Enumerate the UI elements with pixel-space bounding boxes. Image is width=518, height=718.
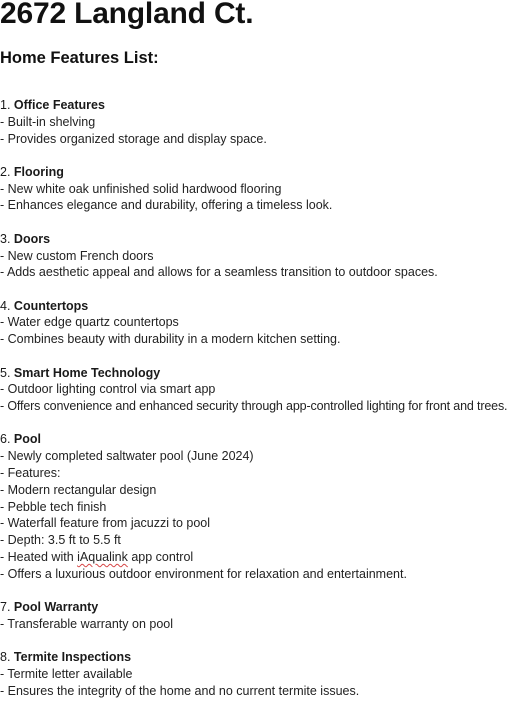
section-title: Pool Warranty — [13, 600, 99, 615]
section-title: Countertops — [13, 298, 89, 313]
feature-line: - Adds aesthetic appeal and allows for a seamless transition to outdoor spaces. — [0, 265, 438, 280]
feature-section-countertops — [0, 298, 518, 348]
section-heading — [0, 649, 518, 666]
section-lines — [0, 616, 518, 633]
feature-line: - New white oak unfinished solid hardwood flooring — [0, 181, 282, 196]
feature-line-suffix: app control — [127, 550, 194, 565]
section-title: Smart Home Technology — [13, 365, 161, 380]
page-subtitle: Home Features List: — [0, 49, 159, 67]
feature-section-pool-warranty — [0, 599, 518, 633]
feature-section-termite — [0, 649, 518, 699]
section-number: 2. — [0, 164, 11, 179]
section-lines — [0, 666, 518, 700]
feature-section-pool — [0, 431, 518, 582]
feature-line: - Offers convenience and enhanced security through app-controlled lighting for front and trees. — [0, 399, 508, 414]
features-list — [0, 97, 518, 716]
section-number: 7. — [0, 600, 11, 615]
section-heading — [0, 97, 518, 114]
spellcheck-word: iAqualink — [77, 550, 128, 565]
section-lines — [0, 181, 518, 215]
feature-line: - Water edge quartz countertops — [0, 315, 179, 330]
section-heading — [0, 365, 518, 382]
section-heading — [0, 298, 518, 315]
section-number: 6. — [0, 432, 11, 447]
section-heading — [0, 431, 518, 448]
feature-line: - Features: — [0, 466, 61, 481]
feature-line: - Depth: 3.5 ft to 5.5 ft — [0, 533, 121, 548]
section-lines — [0, 114, 518, 148]
feature-line: - Built-in shelving — [0, 114, 96, 129]
page-title: 2672 Langland Ct. — [0, 0, 254, 30]
section-number: 3. — [0, 231, 11, 246]
section-lines — [0, 248, 518, 282]
feature-line: - Waterfall feature from jacuzzi to pool — [0, 516, 211, 531]
feature-line-prefix: - Heated with — [0, 550, 78, 565]
feature-line: - Transferable warranty on pool — [0, 616, 174, 631]
section-number: 4. — [0, 298, 11, 313]
feature-line: - Combines beauty with durability in a modern kitchen setting. — [0, 332, 341, 347]
feature-section-doors — [0, 231, 518, 281]
feature-line: - Newly completed saltwater pool (June 2024) — [0, 449, 254, 464]
section-lines — [0, 448, 518, 582]
feature-line: - Provides organized storage and display space. — [0, 131, 267, 146]
feature-line — [0, 549, 518, 566]
section-title: Doors — [13, 231, 51, 246]
feature-line: - Offers a luxurious outdoor environment for relaxation and entertainment. — [0, 566, 407, 581]
feature-line: - Outdoor lighting control via smart app — [0, 382, 216, 397]
feature-section-office — [0, 97, 518, 147]
section-number: 5. — [0, 365, 11, 380]
section-title: Termite Inspections — [13, 650, 132, 665]
section-heading — [0, 164, 518, 181]
section-number: 1. — [0, 98, 11, 112]
feature-line: - Termite letter available — [0, 667, 133, 682]
feature-line: - Pebble tech finish — [0, 499, 107, 514]
section-heading — [0, 599, 518, 616]
section-lines — [0, 314, 518, 348]
feature-section-flooring — [0, 164, 518, 214]
section-title: Pool — [13, 432, 42, 447]
section-heading — [0, 231, 518, 248]
feature-line: - New custom French doors — [0, 248, 154, 263]
feature-line: - Ensures the integrity of the home and no current termite issues. — [0, 683, 360, 698]
section-lines — [0, 381, 518, 415]
feature-section-smart-home — [0, 365, 518, 415]
section-title: Flooring — [13, 164, 64, 179]
section-number: 8. — [0, 650, 11, 665]
feature-line: - Modern rectangular design — [0, 482, 157, 497]
section-title: Office Features — [13, 98, 105, 112]
feature-line: - Enhances elegance and durability, offering a timeless look. — [0, 198, 333, 213]
